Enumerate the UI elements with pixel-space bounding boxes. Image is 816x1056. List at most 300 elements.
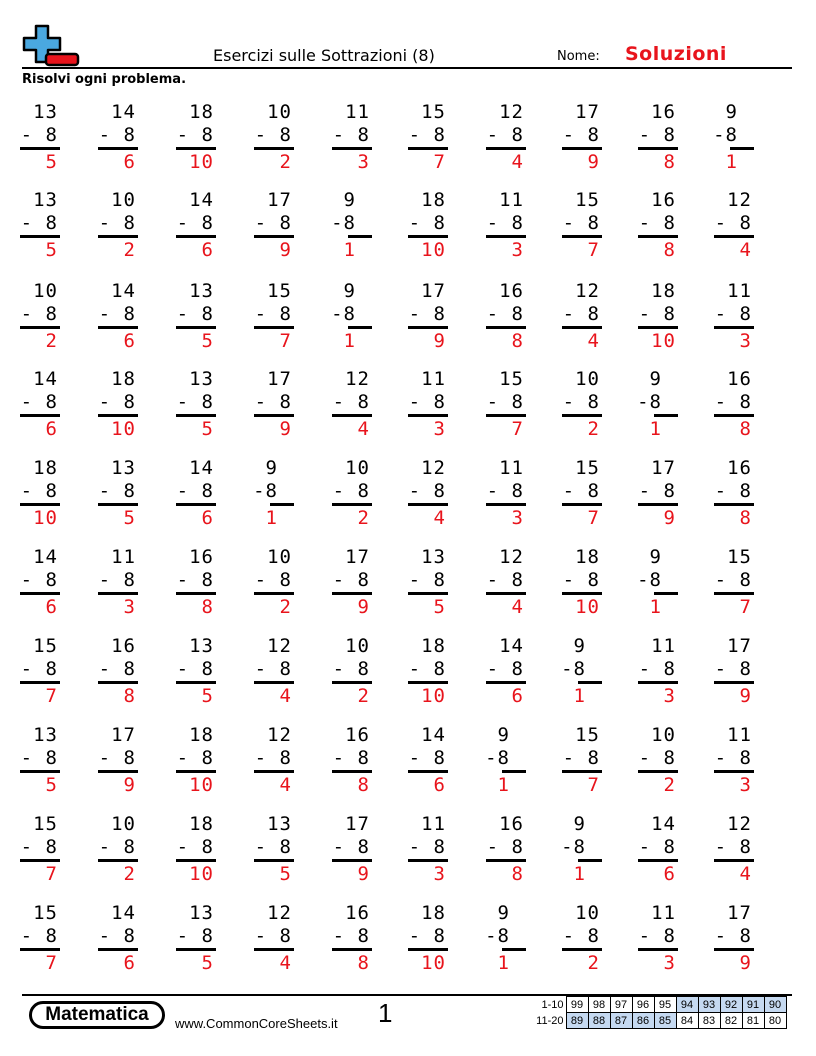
subtrahend: - 8 — [176, 480, 214, 502]
subtrahend: -8 — [253, 480, 278, 502]
subtrahend: - 8 — [20, 391, 58, 413]
problem — [332, 368, 372, 448]
minuend: 13 — [33, 724, 58, 746]
problem — [408, 280, 448, 360]
answer: 7 — [587, 774, 600, 796]
answer-line — [98, 681, 138, 684]
problem — [20, 189, 60, 269]
answer: 5 — [201, 330, 214, 352]
answer: 10 — [421, 685, 446, 707]
answer: 10 — [421, 239, 446, 261]
minuend: 10 — [267, 101, 292, 123]
minuend: 11 — [111, 546, 136, 568]
subtrahend: - 8 — [638, 480, 676, 502]
answer: 6 — [201, 507, 214, 529]
subtrahend: - 8 — [332, 747, 370, 769]
score-cell: 98 — [588, 997, 610, 1013]
minuend: 15 — [421, 101, 446, 123]
answer: 7 — [45, 863, 58, 885]
minuend: 9 — [573, 813, 586, 835]
subtrahend: -8 — [331, 212, 356, 234]
subtrahend: - 8 — [254, 391, 292, 413]
answer-line — [332, 948, 372, 951]
subtrahend: - 8 — [254, 124, 292, 146]
subtrahend: -8 — [637, 391, 662, 413]
minuend: 10 — [267, 546, 292, 568]
subtrahend: - 8 — [332, 925, 370, 947]
subtrahend: - 8 — [254, 658, 292, 680]
answer: 7 — [45, 952, 58, 974]
answer-line — [176, 235, 216, 238]
minuend: 17 — [651, 457, 676, 479]
subtrahend: - 8 — [638, 303, 676, 325]
problem — [98, 457, 138, 537]
answer-line — [20, 859, 60, 862]
problem — [486, 635, 526, 715]
answer: 10 — [651, 330, 676, 352]
answer: 4 — [433, 507, 446, 529]
subtrahend: - 8 — [20, 747, 58, 769]
answer-line — [486, 681, 526, 684]
subtrahend: - 8 — [98, 303, 136, 325]
minuend: 15 — [33, 813, 58, 835]
score-cell: 80 — [764, 1013, 786, 1029]
problem — [562, 635, 602, 715]
answer-line — [176, 948, 216, 951]
answer: 8 — [663, 151, 676, 173]
subtrahend: - 8 — [714, 303, 752, 325]
answer-line — [332, 592, 372, 595]
problem — [254, 457, 294, 537]
subtrahend: - 8 — [20, 658, 58, 680]
answer-line — [714, 326, 754, 329]
subtrahend: - 8 — [98, 658, 136, 680]
subtrahend: - 8 — [20, 836, 58, 858]
answer-line — [408, 326, 448, 329]
name-value: Soluzioni — [625, 43, 727, 65]
answer-line — [20, 326, 60, 329]
answer: 3 — [511, 239, 524, 261]
problem — [562, 368, 602, 448]
minuend: 17 — [575, 101, 600, 123]
problem — [714, 546, 754, 626]
subtrahend: - 8 — [714, 836, 752, 858]
score-cell: 90 — [764, 997, 786, 1013]
answer: 6 — [201, 239, 214, 261]
answer-line — [654, 592, 678, 595]
answer: 9 — [357, 863, 370, 885]
problem — [562, 457, 602, 537]
subtrahend: - 8 — [486, 658, 524, 680]
minuend: 18 — [189, 724, 214, 746]
subtrahend: - 8 — [176, 124, 214, 146]
problem — [638, 724, 678, 804]
instructions: Risolvi ogni problema. — [22, 72, 187, 87]
minuend: 11 — [499, 189, 524, 211]
answer: 3 — [739, 330, 752, 352]
answer: 2 — [663, 774, 676, 796]
minuend: 10 — [33, 280, 58, 302]
minuend: 12 — [727, 189, 752, 211]
minuend: 16 — [727, 368, 752, 390]
answer-line — [98, 503, 138, 506]
answer-line — [98, 235, 138, 238]
subtrahend: - 8 — [562, 569, 600, 591]
answer: 1 — [497, 774, 510, 796]
minuend: 15 — [575, 189, 600, 211]
answer: 4 — [511, 596, 524, 618]
minuend: 13 — [421, 546, 446, 568]
subtrahend: - 8 — [20, 480, 58, 502]
answer: 1 — [573, 863, 586, 885]
score-cell: 83 — [698, 1013, 720, 1029]
subtrahend: - 8 — [714, 480, 752, 502]
subtrahend: - 8 — [332, 391, 370, 413]
problem — [98, 546, 138, 626]
answer: 1 — [265, 507, 278, 529]
minuend: 16 — [111, 635, 136, 657]
subtrahend: - 8 — [486, 124, 524, 146]
answer-line — [254, 235, 294, 238]
answer-line — [270, 503, 294, 506]
score-row-label: 1-10 — [541, 998, 564, 1011]
problem — [408, 101, 448, 181]
subtrahend: -8 — [485, 747, 510, 769]
problem — [486, 368, 526, 448]
answer-line — [502, 770, 526, 773]
answer-line — [348, 235, 372, 238]
problem — [332, 546, 372, 626]
answer-line — [348, 326, 372, 329]
problem — [254, 724, 294, 804]
answer: 6 — [123, 330, 136, 352]
answer-line — [562, 592, 602, 595]
answer: 1 — [649, 418, 662, 440]
answer: 6 — [433, 774, 446, 796]
answer-line — [714, 503, 754, 506]
answer-line — [638, 859, 678, 862]
minuend: 12 — [727, 813, 752, 835]
subtrahend: - 8 — [408, 303, 446, 325]
subtrahend: - 8 — [332, 124, 370, 146]
plus-minus-logo-icon — [22, 24, 80, 68]
minuend: 10 — [111, 813, 136, 835]
minuend: 14 — [189, 189, 214, 211]
answer: 2 — [587, 952, 600, 974]
answer: 2 — [123, 863, 136, 885]
subtrahend: - 8 — [254, 836, 292, 858]
answer-line — [332, 414, 372, 417]
subtrahend: -8 — [331, 303, 356, 325]
minuend: 16 — [499, 813, 524, 835]
minuend: 18 — [651, 280, 676, 302]
minuend: 13 — [189, 635, 214, 657]
problem — [332, 189, 372, 269]
answer-line — [408, 592, 448, 595]
answer-line — [486, 147, 526, 150]
minuend: 14 — [421, 724, 446, 746]
problem — [332, 457, 372, 537]
answer: 9 — [587, 151, 600, 173]
answer: 4 — [739, 239, 752, 261]
answer: 3 — [739, 774, 752, 796]
answer: 7 — [45, 685, 58, 707]
minuend: 18 — [33, 457, 58, 479]
minuend: 12 — [267, 635, 292, 657]
answer-line — [98, 948, 138, 951]
score-cell: 96 — [632, 997, 654, 1013]
subtrahend: - 8 — [486, 391, 524, 413]
minuend: 14 — [33, 368, 58, 390]
answer: 5 — [45, 151, 58, 173]
minuend: 16 — [651, 101, 676, 123]
answer-line — [98, 326, 138, 329]
problem — [332, 101, 372, 181]
problem — [562, 280, 602, 360]
answer-line — [176, 414, 216, 417]
minuend: 10 — [575, 902, 600, 924]
minuend: 14 — [189, 457, 214, 479]
answer: 9 — [357, 596, 370, 618]
subtrahend: - 8 — [98, 925, 136, 947]
answer: 3 — [511, 507, 524, 529]
minuend: 18 — [111, 368, 136, 390]
problem — [714, 368, 754, 448]
score-cell: 99 — [566, 997, 588, 1013]
problem — [254, 902, 294, 982]
answer: 10 — [33, 507, 58, 529]
answer-line — [638, 770, 678, 773]
answer: 10 — [189, 774, 214, 796]
score-cell: 87 — [610, 1013, 632, 1029]
header-divider — [22, 67, 792, 69]
subtrahend: - 8 — [20, 303, 58, 325]
problem — [562, 546, 602, 626]
minuend: 9 — [343, 280, 356, 302]
answer: 5 — [201, 952, 214, 974]
answer: 4 — [279, 952, 292, 974]
answer-line — [332, 770, 372, 773]
answer: 5 — [433, 596, 446, 618]
problem — [332, 902, 372, 982]
subtrahend: -8 — [637, 569, 662, 591]
subtrahend: - 8 — [254, 303, 292, 325]
problem — [638, 189, 678, 269]
minuend: 13 — [189, 902, 214, 924]
subtrahend: - 8 — [20, 212, 58, 234]
minuend: 15 — [575, 724, 600, 746]
answer-line — [332, 859, 372, 862]
minuend: 12 — [267, 902, 292, 924]
subtrahend: - 8 — [408, 836, 446, 858]
answer-line — [562, 235, 602, 238]
problem — [176, 546, 216, 626]
answer: 9 — [279, 418, 292, 440]
minuend: 18 — [189, 101, 214, 123]
answer-line — [562, 503, 602, 506]
answer: 2 — [279, 596, 292, 618]
problem — [20, 457, 60, 537]
subtrahend: - 8 — [254, 925, 292, 947]
minuend: 12 — [267, 724, 292, 746]
subtrahend: - 8 — [562, 303, 600, 325]
answer-line — [486, 503, 526, 506]
answer: 10 — [189, 151, 214, 173]
answer-line — [486, 859, 526, 862]
answer-line — [254, 859, 294, 862]
answer: 1 — [343, 330, 356, 352]
answer: 3 — [433, 418, 446, 440]
subtrahend: -8 — [561, 658, 586, 680]
problem — [254, 189, 294, 269]
score-cell: 88 — [588, 1013, 610, 1029]
subtrahend: - 8 — [486, 303, 524, 325]
answer-line — [254, 681, 294, 684]
problem — [408, 546, 448, 626]
problem — [638, 635, 678, 715]
minuend: 15 — [727, 546, 752, 568]
problem — [332, 724, 372, 804]
answer: 10 — [421, 952, 446, 974]
subtrahend: - 8 — [176, 836, 214, 858]
answer-line — [20, 770, 60, 773]
minuend: 10 — [345, 457, 370, 479]
minuend: 12 — [575, 280, 600, 302]
answer-line — [638, 326, 678, 329]
subtrahend: - 8 — [20, 925, 58, 947]
answer: 7 — [587, 507, 600, 529]
subtrahend: - 8 — [176, 747, 214, 769]
subtrahend: - 8 — [20, 124, 58, 146]
subtrahend: - 8 — [176, 925, 214, 947]
answer: 2 — [279, 151, 292, 173]
minuend: 18 — [421, 635, 446, 657]
answer-line — [638, 503, 678, 506]
problem — [176, 368, 216, 448]
answer-line — [20, 681, 60, 684]
minuend: 11 — [499, 457, 524, 479]
subtrahend: - 8 — [714, 747, 752, 769]
minuend: 13 — [189, 280, 214, 302]
minuend: 11 — [421, 813, 446, 835]
answer-line — [254, 326, 294, 329]
problem — [562, 189, 602, 269]
minuend: 14 — [33, 546, 58, 568]
subtrahend: - 8 — [20, 569, 58, 591]
answer-line — [20, 948, 60, 951]
problem — [486, 546, 526, 626]
answer-line — [486, 235, 526, 238]
subtrahend: - 8 — [176, 391, 214, 413]
problem — [332, 635, 372, 715]
subtrahend: - 8 — [486, 480, 524, 502]
answer: 9 — [739, 685, 752, 707]
answer-line — [332, 147, 372, 150]
problem — [98, 724, 138, 804]
answer-line — [98, 592, 138, 595]
minuend: 16 — [499, 280, 524, 302]
score-cell: 86 — [632, 1013, 654, 1029]
answer-line — [486, 326, 526, 329]
answer: 4 — [357, 418, 370, 440]
problem — [638, 280, 678, 360]
problem — [486, 457, 526, 537]
answer-line — [502, 948, 526, 951]
answer: 6 — [511, 685, 524, 707]
subtrahend: - 8 — [714, 212, 752, 234]
answer-line — [408, 147, 448, 150]
subtrahend: - 8 — [332, 480, 370, 502]
subtrahend: - 8 — [176, 658, 214, 680]
minuend: 11 — [345, 101, 370, 123]
answer-line — [638, 681, 678, 684]
subtrahend: - 8 — [562, 391, 600, 413]
minuend: 10 — [575, 368, 600, 390]
subtrahend: - 8 — [408, 925, 446, 947]
subtrahend: - 8 — [98, 124, 136, 146]
problem — [254, 280, 294, 360]
answer-line — [714, 592, 754, 595]
subtrahend: - 8 — [98, 212, 136, 234]
answer: 1 — [497, 952, 510, 974]
minuend: 13 — [33, 189, 58, 211]
score-cell: 93 — [698, 997, 720, 1013]
answer: 2 — [45, 330, 58, 352]
score-cell: 84 — [676, 1013, 698, 1029]
minuend: 16 — [189, 546, 214, 568]
subtrahend: - 8 — [332, 569, 370, 591]
minuend: 14 — [499, 635, 524, 657]
subtrahend: - 8 — [98, 391, 136, 413]
answer-line — [176, 326, 216, 329]
answer-line — [578, 859, 602, 862]
answer: 8 — [511, 863, 524, 885]
minuend: 16 — [345, 902, 370, 924]
minuend: 11 — [727, 724, 752, 746]
problem — [20, 280, 60, 360]
answer-line — [654, 414, 678, 417]
answer: 7 — [587, 239, 600, 261]
minuend: 9 — [725, 101, 738, 123]
answer-line — [98, 770, 138, 773]
answer: 4 — [739, 863, 752, 885]
problem — [254, 368, 294, 448]
answer-line — [176, 592, 216, 595]
answer-line — [408, 681, 448, 684]
subtrahend: - 8 — [408, 658, 446, 680]
answer-line — [254, 770, 294, 773]
answer-line — [176, 681, 216, 684]
problem — [176, 813, 216, 893]
answer: 10 — [575, 596, 600, 618]
problem — [408, 457, 448, 537]
minuend: 9 — [497, 902, 510, 924]
answer: 9 — [433, 330, 446, 352]
answer: 5 — [201, 418, 214, 440]
minuend: 15 — [33, 902, 58, 924]
answer: 9 — [279, 239, 292, 261]
subtrahend: - 8 — [408, 747, 446, 769]
subtrahend: - 8 — [176, 569, 214, 591]
subtrahend: - 8 — [562, 212, 600, 234]
answer: 4 — [511, 151, 524, 173]
subtrahend: - 8 — [562, 925, 600, 947]
problem — [20, 368, 60, 448]
problem — [486, 101, 526, 181]
answer: 3 — [123, 596, 136, 618]
problem — [408, 368, 448, 448]
subtrahend: - 8 — [714, 569, 752, 591]
